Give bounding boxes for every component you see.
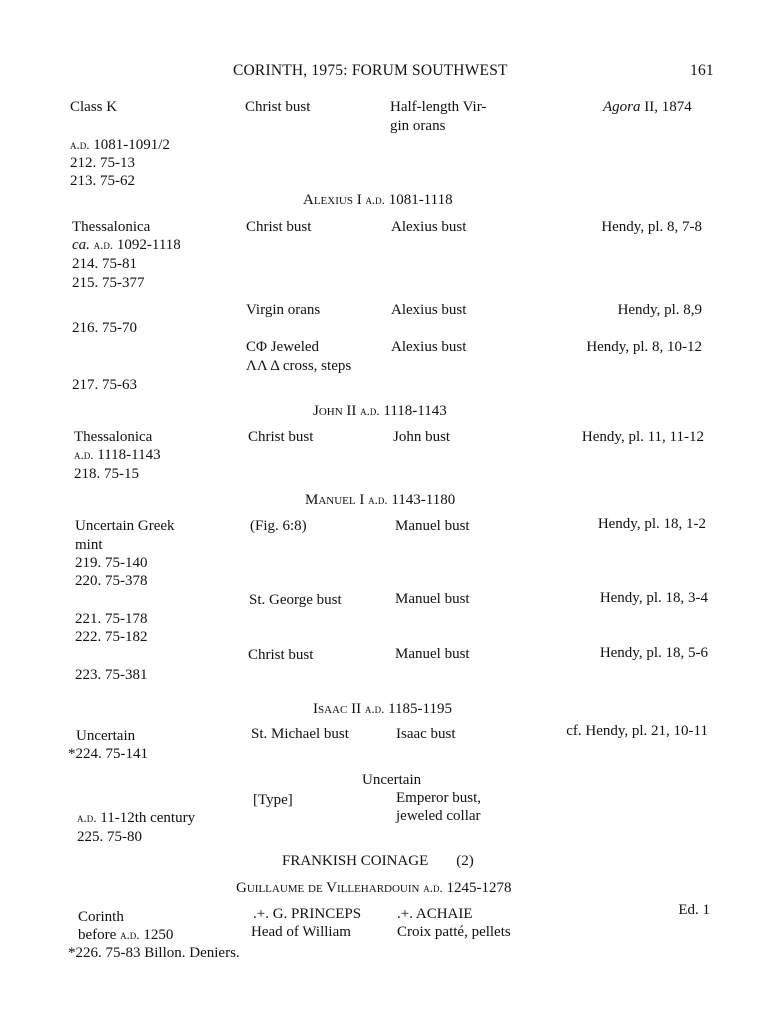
john-date: a.d. 1118-1143 bbox=[74, 447, 161, 463]
villehardouin-heading: Guillaume de Villehardouin a.d. 1245-1278 bbox=[236, 880, 512, 896]
catalog-221: 221. 75-178 bbox=[75, 611, 148, 627]
uncertain-heading: Uncertain bbox=[362, 772, 422, 788]
alexius-mint: Thessalonica bbox=[72, 219, 151, 235]
catalog-214: 214. 75-81 bbox=[72, 256, 137, 272]
catalog-225: 225. 75-80 bbox=[77, 829, 142, 845]
frankish-heading: FRANKISH COINAGE (2) bbox=[282, 853, 474, 869]
catalog-218: 218. 75-15 bbox=[74, 466, 139, 482]
frankish-reference: Ed. 1 bbox=[678, 902, 710, 918]
uncertain-obverse: [Type] bbox=[253, 792, 293, 808]
catalog-220: 220. 75-378 bbox=[75, 573, 148, 589]
manuel-g2-reference: Hendy, pl. 18, 3-4 bbox=[599, 590, 708, 606]
manuel-g1-reverse: Manuel bust bbox=[395, 518, 470, 534]
catalog-224: *224. 75-141 bbox=[68, 746, 148, 762]
manuel-g1-obverse: (Fig. 6:8) bbox=[250, 518, 307, 534]
catalog-223: 223. 75-381 bbox=[75, 667, 148, 683]
class-k-reverse-line2: gin orans bbox=[390, 118, 446, 134]
isaac-mint: Uncertain bbox=[76, 728, 136, 744]
manuel-g3-reverse: Manuel bust bbox=[395, 646, 470, 662]
catalog-219: 219. 75-140 bbox=[75, 555, 148, 571]
john-reverse: John bust bbox=[393, 429, 451, 445]
manuel-g2-reverse: Manuel bust bbox=[395, 591, 470, 607]
class-k-obverse: Christ bust bbox=[245, 99, 311, 115]
catalog-213: 213. 75-62 bbox=[70, 173, 135, 189]
manuel-heading: Manuel I a.d. 1143-1180 bbox=[305, 492, 456, 508]
john-obverse: Christ bust bbox=[248, 429, 314, 445]
alexius-g3-reverse: Alexius bust bbox=[391, 339, 467, 355]
catalog-222: 222. 75-182 bbox=[75, 629, 148, 645]
running-title: CORINTH, 1975: FORUM SOUTHWEST bbox=[233, 62, 508, 79]
manuel-g1-reference: Hendy, pl. 18, 1-2 bbox=[597, 516, 706, 532]
manuel-mint-line1: Uncertain Greek bbox=[75, 518, 175, 534]
manuel-g2-obverse: St. George bust bbox=[249, 592, 342, 608]
frankish-reverse-type: Croix patté, pellets bbox=[397, 924, 511, 940]
catalog-226: *226. 75-83 Billon. Deniers. bbox=[68, 945, 240, 961]
isaac-heading: Isaac II a.d. 1185-1195 bbox=[313, 701, 452, 717]
alexius-g2-reverse: Alexius bust bbox=[391, 302, 467, 318]
class-k-label: Class K bbox=[70, 99, 118, 115]
alexius-g3-reference: Hendy, pl. 8, 10-12 bbox=[586, 339, 702, 355]
catalog-216: 216. 75-70 bbox=[72, 320, 137, 336]
alexius-g1-obverse: Christ bust bbox=[246, 219, 312, 235]
manuel-g3-obverse: Christ bust bbox=[248, 647, 314, 663]
class-k-reverse-line1: Half-length Vir- bbox=[390, 99, 487, 115]
manuel-g3-reference: Hendy, pl. 18, 5-6 bbox=[599, 645, 708, 661]
alexius-g1-reference: Hendy, pl. 8, 7-8 bbox=[601, 219, 702, 235]
isaac-reference: cf. Hendy, pl. 21, 10-11 bbox=[566, 723, 708, 739]
catalog-212: 212. 75-13 bbox=[70, 155, 135, 171]
frankish-mint: Corinth bbox=[78, 909, 124, 925]
isaac-obverse: St. Michael bust bbox=[251, 726, 349, 742]
catalog-217: 217. 75-63 bbox=[72, 377, 137, 393]
class-k-reference: Agora II, 1874 bbox=[603, 99, 692, 115]
john-heading: John II a.d. 1118-1143 bbox=[313, 403, 447, 419]
alexius-date: ca. a.d. 1092-1118 bbox=[72, 237, 181, 253]
class-k-date: a.d. 1081-1091/2 bbox=[70, 137, 170, 153]
frankish-date: before a.d. 1250 bbox=[78, 927, 174, 943]
alexius-g1-reverse: Alexius bust bbox=[391, 219, 467, 235]
frankish-obverse-legend: .+. G. PRINCEPS bbox=[253, 906, 362, 922]
page-number: 161 bbox=[690, 62, 714, 79]
alexius-g2-obverse: Virgin orans bbox=[246, 302, 321, 318]
catalog-215: 215. 75-377 bbox=[72, 275, 145, 291]
uncertain-date: a.d. 11-12th century bbox=[77, 810, 196, 826]
uncertain-reverse-line1: Emperor bust, bbox=[396, 790, 481, 806]
manuel-mint-line2: mint bbox=[75, 537, 103, 553]
john-mint: Thessalonica bbox=[74, 429, 153, 445]
alexius-heading: Alexius I a.d. 1081-1118 bbox=[303, 192, 453, 208]
alexius-g3-obverse-line2: ΛΛ Δ cross, steps bbox=[246, 358, 352, 374]
isaac-reverse: Isaac bust bbox=[396, 726, 456, 742]
john-reference: Hendy, pl. 11, 11-12 bbox=[581, 429, 704, 445]
alexius-g3-obverse-line1: CΦ Jeweled bbox=[246, 339, 320, 355]
frankish-reverse-legend: .+. ACHAIE bbox=[397, 906, 473, 922]
frankish-obverse-type: Head of William bbox=[251, 924, 351, 940]
uncertain-reverse-line2: jeweled collar bbox=[396, 808, 481, 824]
alexius-g2-reference: Hendy, pl. 8,9 bbox=[617, 302, 702, 318]
